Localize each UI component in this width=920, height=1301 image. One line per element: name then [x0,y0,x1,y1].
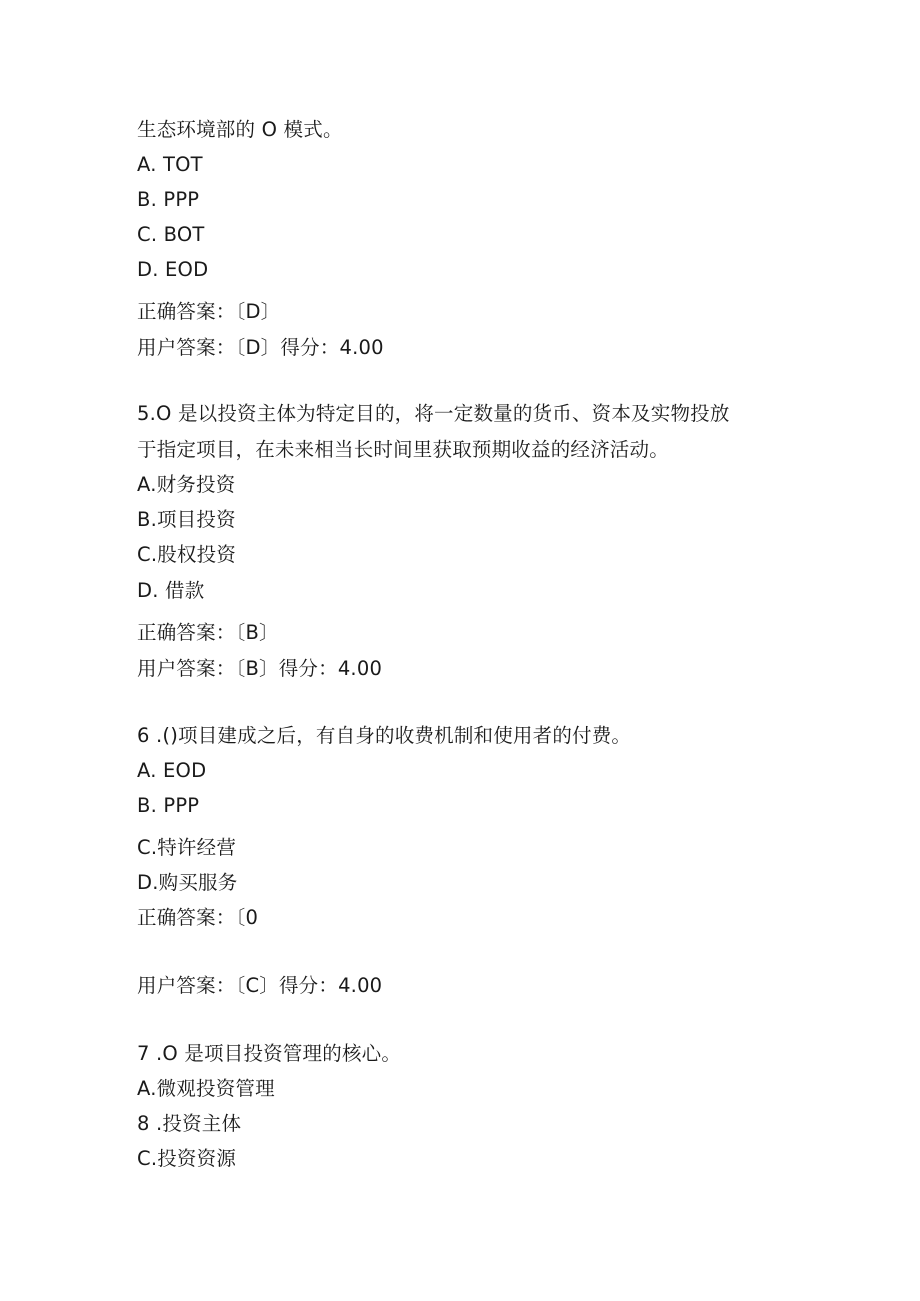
q4-option-b: B. PPP [137,188,200,211]
q5-option-a: A.财务投资 [137,473,236,496]
q6-option-d: D.购买服务 [137,871,238,894]
q6-correct-answer: 正确答案：〔0 [137,906,259,929]
q4-user-answer: 用户答案：〔D〕得分：4.00 [137,336,384,359]
q6-option-c: C.特许经营 [137,836,237,859]
q5-option-b: B.项目投资 [137,508,236,531]
question-6-stem: 6 .()项目建成之后，有自身的收费机制和使用者的付费。 [137,724,632,747]
q4-option-c: C. BOT [137,223,205,246]
q4-option-d: D. EOD [137,258,209,281]
q7-option-b: 8 .投资主体 [137,1112,242,1135]
question-5-stem-line-2: 于指定项目，在未来相当长时间里获取预期收益的经济活动。 [137,438,669,461]
q7-option-a: A.微观投资管理 [137,1077,275,1100]
q7-option-c: C.投资资源 [137,1147,237,1170]
q6-option-a: A. EOD [137,759,207,782]
question-5-stem-line-1: 5.O 是以投资主体为特定目的，将一定数量的货币、资本及实物投放 [137,402,730,425]
q5-option-d: D. 借款 [137,579,205,602]
question-4-stem-end: 生态环境部的 O 模式。 [137,118,343,141]
q6-option-b: B. PPP [137,794,200,817]
question-7-stem: 7 .O 是项目投资管理的核心。 [137,1042,402,1065]
q4-option-a: A. TOT [137,153,203,176]
q4-correct-answer: 正确答案：〔D〕 [137,300,281,323]
q5-option-c: C.股权投资 [137,543,237,566]
q5-user-answer: 用户答案：〔B〕得分：4.00 [137,657,383,680]
q6-user-answer: 用户答案：〔C〕得分：4.00 [137,974,383,997]
q5-correct-answer: 正确答案：〔B〕 [137,621,279,644]
